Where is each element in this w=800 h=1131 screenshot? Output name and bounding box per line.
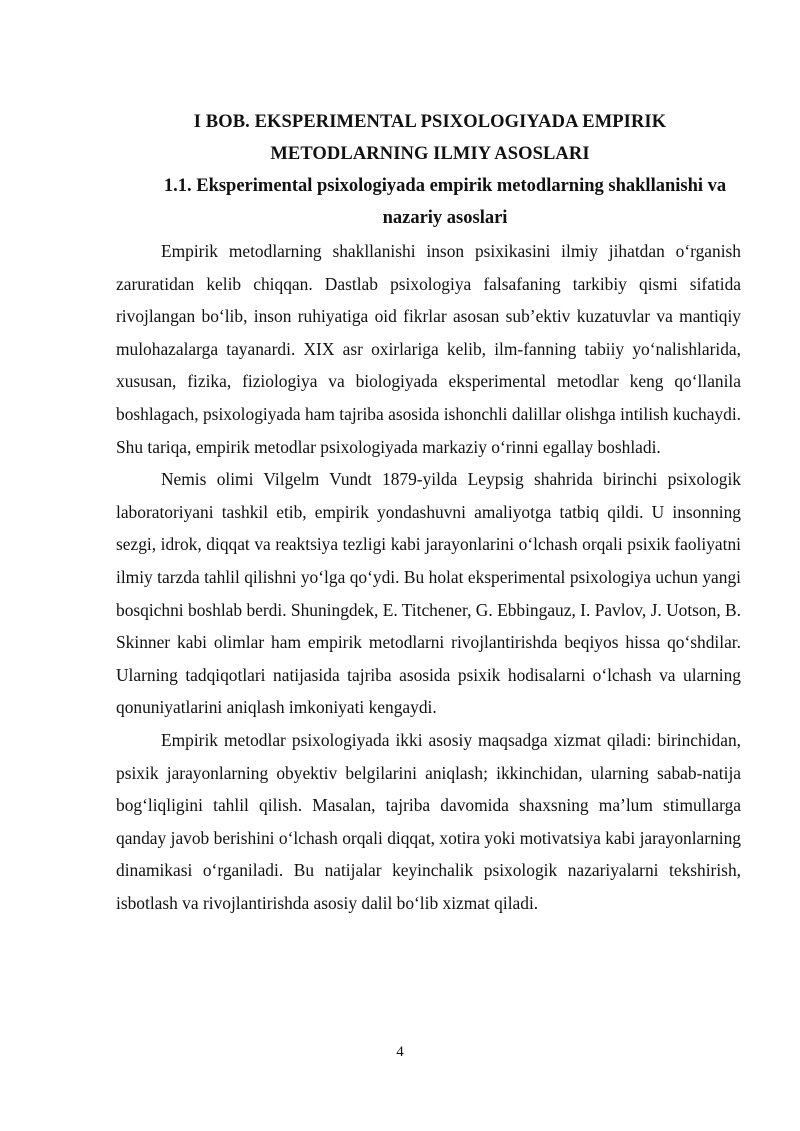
- section-title-line-2: nazariy asoslari: [382, 208, 508, 228]
- section-title: [150, 170, 740, 234]
- paragraph-2: Nemis olimi Vilgelm Vundt 1879-yilda Leypsig shahrida birinchi psixologik laboratoriyani tashkil etib, empirik yondashuvni amaliyotga tatbiq qildi. U insonning sezgi, idrok, diqqat va reaktsiya tezligi kabi jarayonlarini o‘lchash orqali psixik faoliyatni ilmiy tarzda tahlil qilishni yo‘lga qo‘ydi. Bu holat eksperimental psixologiya uchun yangi bosqichni boshlab berdi. Shuningdek, E. Titchener, G. Ebbingauz, I. Pavlov, J. Uotson, B. Skinner kabi olimlar ham empirik metodlarni rivojlantirishda beqiyos hissa qo‘shdilar. Ularning tadqiqotlari natijasida tajriba asosida psixik hodisalarni o‘lchash va ularning qonuniyatlarini aniqlash imkoniyati kengaydi.: [116, 469, 741, 718]
- chapter-title-line-1: I BOB. EKSPERIMENTAL PSIXOLOGIYADA EMPIRIK: [193, 112, 667, 132]
- chapter-title: [120, 106, 740, 170]
- section-title-line-1: 1.1. Eksperimental psixologiyada empirik metodlarning shakllanishi va: [163, 176, 727, 196]
- paragraph-3: Empirik metodlar psixologiyada ikki asosiy maqsadga xizmat qiladi: birinchidan, psixik jarayonlarning obyektiv belgilarini aniqlash; ikkinchidan, ularning sabab-natija bog‘liqligini tahlil qilish. Masalan, tajriba davomida shaxsning ma’lum stimullarga qanday javob berishini o‘lchash orqali diqqat, xotira yoki motivatsiya kabi jarayonlarning dinamikasi o‘rganiladi. Bu natijalar keyinchalik psixologik nazariyalarni tekshirish, isbotlash va rivojlantirishda asosiy dalil bo‘lib xizmat qiladi.: [116, 729, 741, 913]
- chapter-title-line-2: METODLARNING ILMIY ASOSLARI: [270, 144, 590, 164]
- paragraph-1: Empirik metodlarning shakllanishi inson psixikasini ilmiy jihatdan o‘rganish zaruratidan kelib chiqqan. Dastlab psixologiya falsafaning tarkibiy qismi sifatida rivojlangan bo‘lib, inson ruhiyatiga oid fikrlar asosan sub’ektiv kuzatuvlar va mantiqiy mulohazalarga tayanardi. XIX asr oxirlariga kelib, ilm-fanning tabiiy yo‘nalishlarida, xususan, fizika, fiziologiya va biologiyada eksperimental metodlar keng qo‘llanila boshlagach, psixologiyada ham tajriba asosida ishonchli dalillar olishga intilish kuchaydi. Shu tariqa, empirik metodlar psixologiyada markaziy o‘rinni egallay boshladi.: [116, 241, 741, 457]
- page-number: 4: [396, 1044, 404, 1060]
- body-text: [116, 235, 741, 919]
